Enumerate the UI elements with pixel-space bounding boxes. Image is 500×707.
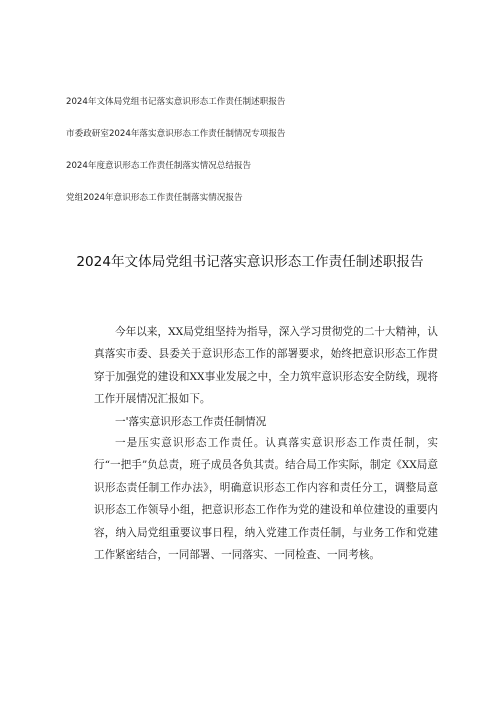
intro-paragraph: 今年以来，XX局党组坚持为指导，深入学习贯彻党的二十大精神，认真落实市委、县委关于意识形态工作的部署要求，始终把意识形态工作贯穿于加强党的建设和XX事业发展之中，全力筑牢意识形态安全防线，现将工作开展情况汇报如下。 (94, 326, 438, 406)
toc-item[interactable]: 2024年文体局党组书记落实意识形态工作责任制述职报告 (66, 97, 286, 107)
toc-item[interactable]: 党组2024年意识形态工作责任制落实情况报告 (66, 193, 243, 203)
toc-item[interactable]: 2024年度意识形态工作责任制落实情况总结报告 (66, 161, 252, 171)
toc-item[interactable]: 市委政研室2024年落实意识形态工作责任制情况专项报告 (66, 129, 286, 139)
section-heading: 一'落实意识形态工作责任制情况 (115, 416, 267, 428)
body-paragraph: 一是压实意识形态工作责任。认真落实意识形态工作责任制，实行“一把手”负总责，班子成员各负其责。结合局工作实际，制定《XX局意识形态责任制工作办法》，明确意识形态工作内容和责任分工，调整局意识形态工作领导小组，把意识形态工作作为党的建设和单位建设的重要内容，纳入局党组重要议事日程，纳入党建工作责任制，与业务工作和党建工作紧密结合，一同部署、一同落实、一同检查、一同考核。 (94, 437, 438, 562)
document-title: 2024年文体局党组书记落实意识形态工作责任制述职报告 (76, 254, 424, 270)
related-documents-list (66, 96, 466, 224)
